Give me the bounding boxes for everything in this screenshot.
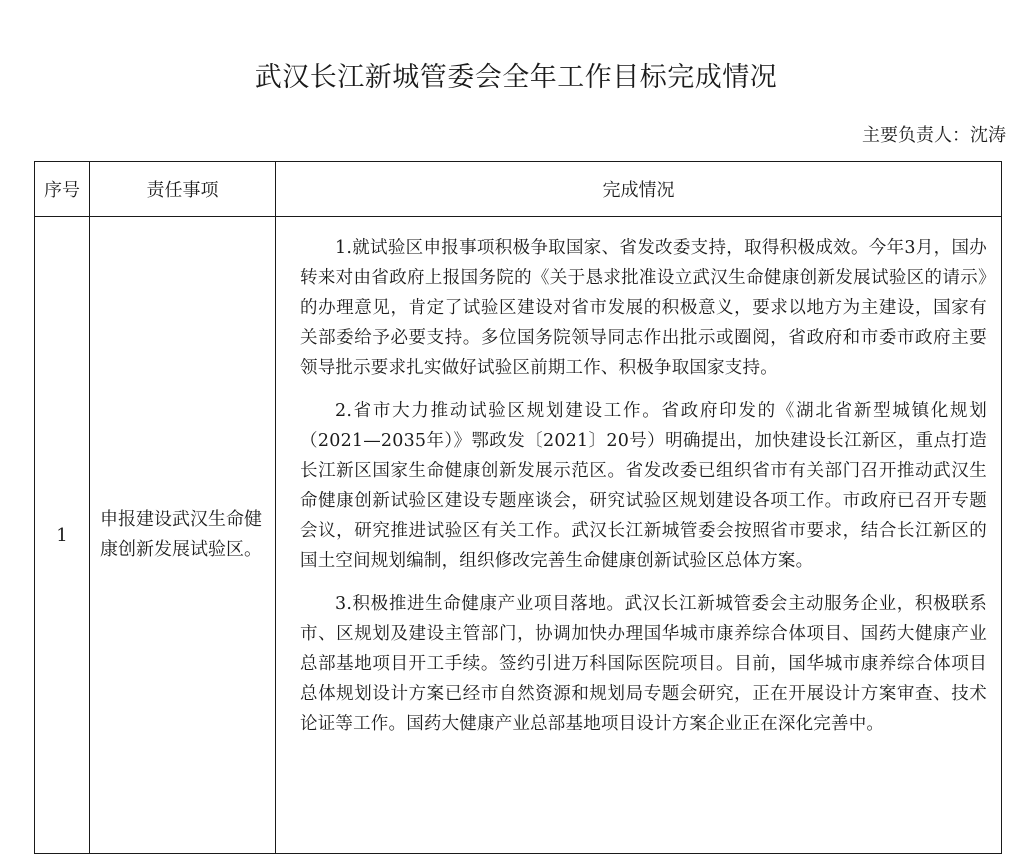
responsible-person: 主要负责人：沈涛 (862, 125, 1006, 146)
header-status: 完成情况 (276, 162, 1002, 217)
table-row (35, 217, 1002, 854)
status-paragraph-3: 3.积极推进生命健康产业项目落地。武汉长江新城管委会主动服务企业，积极联系市、区规划及建设主管部门，协调加快办理国华城市康养综合体项目、国药大健康产业总部基地项目开工手续。签约引进万科国际医院项目。目前，国华城市康养综合体项目总体规划设计方案已经市自然资源和规划局专题会研究，正在开展设计方案审查、技术论证等工作。国药大健康产业总部基地项目设计方案企业正在深化完善中。 (300, 594, 987, 734)
row-status (276, 217, 1002, 854)
status-paragraph-2: 2.省市大力推动试验区规划建设工作。省政府印发的《湖北省新型城镇化规划（2021—2035年）》鄂政发〔2021〕20号）明确提出，加快建设长江新区，重点打造长江新区国家生命健康创新发展示范区。省发改委已组织省市有关部门召开推动武汉生命健康创新试验区建设专题座谈会，研究试验区规划建设各项工作。市政府已召开专题会议，研究推进试验区有关工作。武汉长江新城管委会按照省市要求，结合长江新区的国土空间规划编制，组织修改完善生命健康创新试验区总体方案。 (300, 401, 987, 571)
table-header-row (35, 162, 1002, 217)
row-item: 申报建设武汉生命健康创新发展试验区。 (90, 217, 276, 854)
page-title: 武汉长江新城管委会全年工作目标完成情况 (254, 62, 778, 93)
header-index: 序号 (35, 162, 90, 217)
status-paragraph-1: 1.就试验区申报事项积极争取国家、省发改委支持，取得积极成效。今年3月，国办转来对由省政府上报国务院的《关于恳求批准设立武汉生命健康创新发展试验区的请示》的办理意见，肯定了试验区建设对省市发展的积极意义，要求以地方为主建设，国家有关部委给予必要支持。多位国务院领导同志作出批示或圈阅，省政府和市委市政府主要领导批示要求扎实做好试验区前期工作、积极争取国家支持。 (300, 238, 987, 378)
header-item: 责任事项 (90, 162, 276, 217)
row-index: 1 (35, 217, 90, 854)
work-target-table (34, 161, 1002, 854)
